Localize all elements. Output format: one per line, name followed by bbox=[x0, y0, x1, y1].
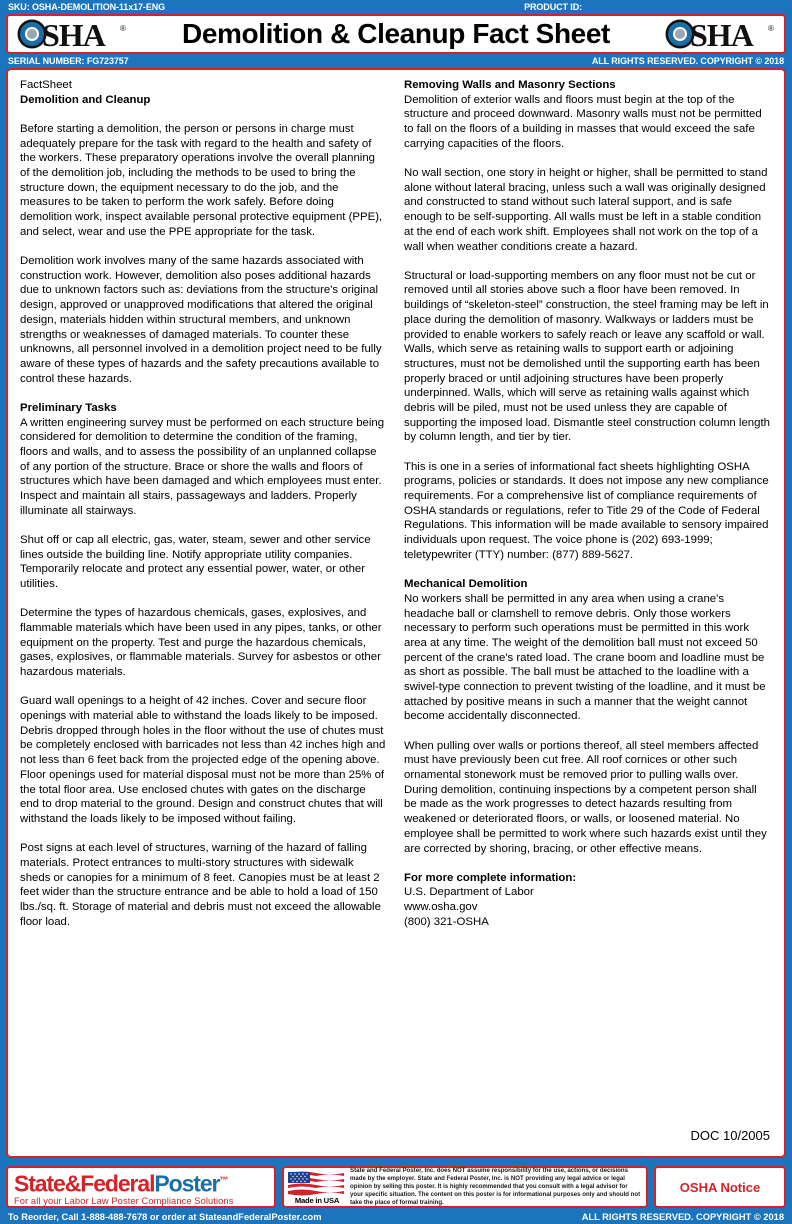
left-paragraph-1: Before starting a demolition, the person or persons in charge must adequately prepare for the task with regard to the health and safety of the workers. These preparatory operations involve the overall planning of the demolition job, including the methods to be used to bring the structure down, the equipment necessary to do the job, and the measures to be taken to perform the work safely. Before doing demolition work, inspect available personal protective equipment (PPE), and select, wear and use the PPE appropriate for the task. bbox=[20, 122, 383, 238]
two-column-layout bbox=[20, 78, 772, 1150]
disclaimer-box bbox=[282, 1166, 648, 1208]
usa-flag-icon bbox=[288, 1170, 346, 1196]
factsheet-subtitle: Demolition and Cleanup bbox=[20, 93, 151, 106]
osha-logo-left-icon bbox=[16, 17, 128, 51]
product-id-label: PRODUCT ID: bbox=[524, 2, 582, 12]
agency-name: U.S. Department of Labor bbox=[404, 886, 534, 899]
osha-notice-box bbox=[654, 1166, 786, 1208]
sku-bar bbox=[0, 0, 792, 14]
left-paragraph-2: Demolition work involves many of the same hazards associated with construction work. However, demolition also poses additional hazards due to unknown factors such as: deviations from the structure's original design, approved or unapproved modifications that altered the original design, materials hidden within structural members, and unknown strengths or weaknesses of damaged materials. To counter these unknowns, all personnel involved in a demolition project need to be fully aware of these types of hazards and the safety precautions available to control these hazards. bbox=[20, 255, 382, 385]
right-paragraph-2: No wall section, one story in height or higher, shall be permitted to stand alone without lateral bracing, unless such a wall was originally designed and constructed to stand without such lateral support, and is safe enough to be self-supporting. All walls must be left in a stable condition at the end of each work shift. Employees shall not work on the top of a wall when weather conditions create a hazard. bbox=[404, 167, 768, 253]
footer-area bbox=[0, 1164, 792, 1224]
brand-amp-text: & bbox=[64, 1170, 81, 1197]
left-paragraph-7: Post signs at each level of structures, warning of the hazard of falling materials. Protect entrances to multi-story structures with sidewalk sheds or canopies for a minimum of 8 feet. Canopies must be at least 2 feet wider than the structure entrance and be able to hold a load of 150 lbs./sq. ft. Storage of material and debris must not exceed the allowable floor load. bbox=[20, 842, 381, 928]
made-in-usa-block bbox=[288, 1170, 346, 1205]
left-paragraph-6: Guard wall openings to a height of 42 inches. Cover and secure floor openings with material able to withstand the loads likely to be imposed. Debris dropped through holes in the floor without the use of chutes must be completely enclosed with barricades not less than 42 inches high and not less than 6 feet back from the projected edge of the opening above. Floor openings used for material disposal must not be more than 25% of the total floor area. Use enclosed chutes with gates on the discharge end to drop material to the ground. Design and construct chutes that will withstand the loads likely to be imposed without failing. bbox=[20, 695, 386, 825]
right-paragraph-5: No workers shall be permitted in any area when using a crane's headache ball or clamshell to remove debris. Only those workers necessary to perform such operations must be permitted in this work area at any time. The weight of the demolition ball must not exceed 50 percent of the crane's rated load. The crane boom and loadline must be as short as possible. The ball must be attached to the loadline with a swivel-type connection to prevent twisting of the loadline, and it must be attached by positive means in such a manner that the weight cannot become accidentally disconnected. bbox=[404, 592, 766, 723]
brand-box bbox=[6, 1166, 276, 1208]
copyright-label-bottom: ALL RIGHTS RESERVED. COPYRIGHT © 2018 bbox=[581, 1212, 784, 1222]
svg-text:SHA: SHA bbox=[690, 17, 753, 51]
left-paragraph-5: Determine the types of hazardous chemicals, gases, explosives, and flammable materials which have been used in any pipes, tanks, or other equipment on the property. Test and purge the hazardous chemicals, gases, explosives, or flammable materials. Survey for asbestos or other hazardous materials. bbox=[20, 607, 382, 679]
left-paragraph-3: A written engineering survey must be performed on each structure being considered for demolition to determine the condition of the framing, floors and walls, and to assess the possibility of an unplanned collapse of any portion of the structure. Brace or shore the walls and floors of structures which have been damaged and which employees must enter. Inspect and maintain all stairs, passageways and ladders. Properly illuminate all stairways. bbox=[20, 416, 385, 517]
brand-state-text: State bbox=[14, 1170, 65, 1197]
serial-number-label: SERIAL NUMBER: FG723757 bbox=[8, 56, 129, 66]
heading-more-information: For more complete information: bbox=[404, 871, 577, 884]
svg-text:®: ® bbox=[120, 24, 126, 33]
disclaimer-text: State and Federal Poster, Inc. does NOT assume responsibility for the use, actions, or decisions made by the employer. State and Federal Poster, Inc. is NOT providing any legal advice or legal opinion by selling this poster. It is highly recommended that you consult with a legal advisor for your specific situation. The content on this poster is for informational purposes only and should not take the place of formal training. bbox=[350, 1166, 641, 1207]
brand-federal-text: Federal bbox=[80, 1170, 155, 1197]
osha-notice-label: OSHA Notice bbox=[679, 1179, 761, 1195]
heading-mechanical-demolition: Mechanical Demolition bbox=[404, 578, 528, 591]
brand-tagline: For all your Labor Law Poster Compliance Solutions bbox=[14, 1196, 234, 1207]
brand-poster-text: Poster bbox=[154, 1170, 220, 1197]
heading-removing-walls: Removing Walls and Masonry Sections bbox=[404, 79, 616, 91]
made-in-usa-label: Made in USA bbox=[294, 1195, 340, 1205]
phone-number: (800) 321-OSHA bbox=[404, 915, 489, 928]
reorder-label: To Reorder, Call 1-888-488-7678 or order at StateandFederalPoster.com bbox=[8, 1212, 322, 1222]
brand-wordmark bbox=[14, 1168, 268, 1197]
right-paragraph-6: When pulling over walls or portions thereof, all steel members affected must have previously been cut free. All roof cornices or other such ornamental stonework must be removed prior to pulling walls over. During demolition, continuing inspections by a competent person shall be made as the work progresses to detect hazards resulting from weakened or deteriorated floors, or walls, or loosened material. No employee shall be permitted to work where such hazards exist until they are corrected by shoring, bracing, or other effective means. bbox=[404, 739, 767, 855]
left-paragraph-4: Shut off or cap all electric, gas, water, steam, sewer and other service lines outside the building line. Notify appropriate utility companies. Temporarily relocate and protect any essential power, water, or other utilities. bbox=[20, 533, 371, 591]
sku-label: SKU: OSHA-DEMOLITION-11x17-ENG bbox=[8, 2, 166, 12]
page-title: Demolition & Cleanup Fact Sheet bbox=[182, 18, 610, 49]
footer-strip bbox=[0, 1210, 792, 1224]
copyright-label-top: ALL RIGHTS RESERVED. COPYRIGHT © 2018 bbox=[591, 56, 784, 66]
left-column bbox=[20, 78, 386, 1150]
osha-logo-right-icon bbox=[664, 17, 776, 51]
serial-bar bbox=[0, 54, 792, 68]
right-paragraph-1: Demolition of exterior walls and floors must begin at the top of the structure and proceed downward. Masonry walls must not be permitted to fall on the floors of a building in masses that would exceed the safe carrying capacities of the floors. bbox=[404, 93, 762, 150]
doc-stamp: DOC 10/2005 bbox=[690, 1128, 770, 1144]
content-panel bbox=[6, 68, 786, 1158]
heading-preliminary-tasks: Preliminary Tasks bbox=[20, 401, 117, 414]
factsheet-kicker: FactSheet bbox=[20, 79, 72, 91]
website-url[interactable]: www.osha.gov bbox=[404, 901, 478, 914]
right-column bbox=[404, 78, 770, 1150]
brand-trademark-symbol: ™ bbox=[219, 1174, 228, 1185]
svg-text:SHA: SHA bbox=[42, 17, 105, 51]
right-paragraph-3: Structural or load-supporting members on any floor must not be cut or removed until all stories above such a floor have been removed. In buildings of “skeleton-steel” construction, the steel framing may be left in place during the demolition of masonry. Walkways or ladders must be provided to enable workers to safely reach or leave any scaffold or wall. Walls, which serve as retaining walls to support earth or adjoining structures, must not be demolished until the supporting earth has been properly braced or until adjoining structures have been properly underpinned. Walls, which will serve as retaining walls against which debris will be piled, must not be used unless they are capable of supporting the imposed load. Dismantle steel construction column length by column length, and tier by tier. bbox=[404, 269, 770, 444]
title-band bbox=[6, 14, 786, 54]
footer-boxes bbox=[6, 1166, 786, 1208]
right-paragraph-4: This is one in a series of informational fact sheets highlighting OSHA programs, policies or standards. It does not impose any new compliance requirements. For a comprehensive list of compliance requirements of OSHA standards or regulations, refer to Title 29 of the Code of Federal Regulations. This information will be made available to sensory impaired individuals upon request. The voice phone is (202) 693-1999; teletypewriter (TTY) number: (877) 889-5627. bbox=[404, 460, 769, 561]
svg-text:®: ® bbox=[768, 24, 774, 33]
